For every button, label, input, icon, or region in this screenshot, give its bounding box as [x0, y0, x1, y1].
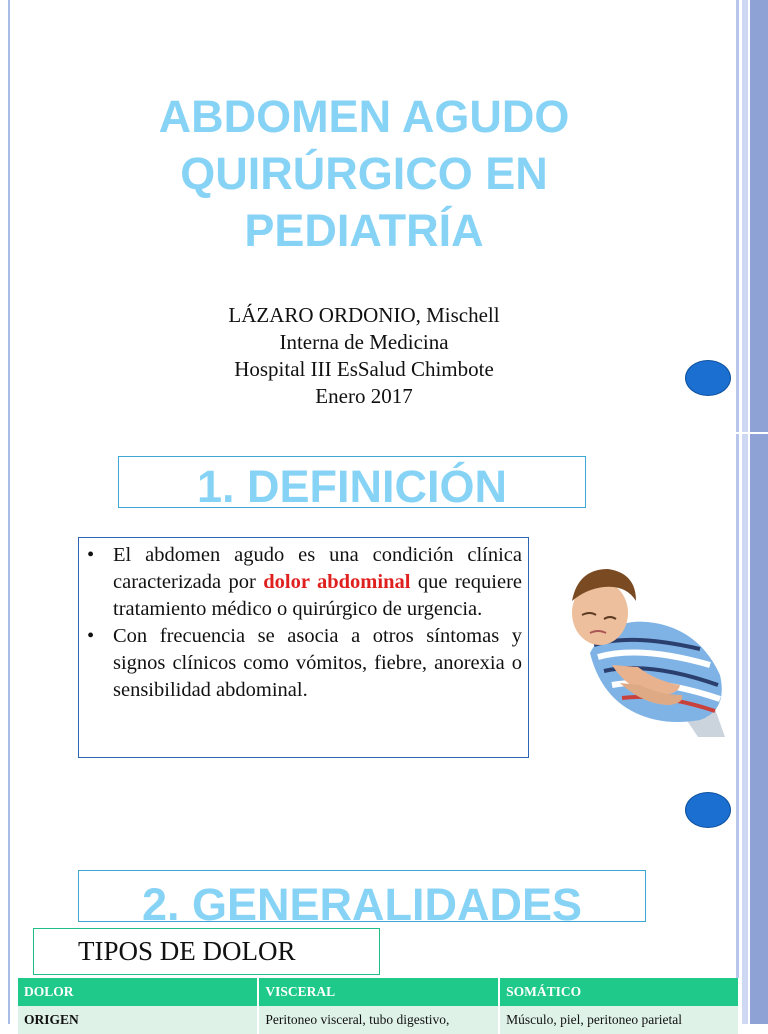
bullet-text: Con frecuencia se asocia a otros síntomas y signos clínicos como vómitos, fiebre, anorexia o sensibilidad abdominal.: [113, 625, 522, 701]
list-item: [83, 623, 522, 704]
presentation-title: [90, 88, 638, 259]
bullet-text: que requiere tratamiento médico o quirúrgico de urgencia.: [113, 571, 522, 620]
author-role: Interna de Medicina: [279, 330, 449, 354]
child-abdominal-pain-image: [560, 545, 740, 745]
table-header-row: [18, 978, 739, 1006]
bullet-text: El abdomen agudo es una condición clínica caracterizada por: [113, 544, 522, 593]
column-header: SOMÁTICO: [499, 978, 739, 1006]
title-line: ABDOMEN AGUDO: [158, 91, 570, 142]
right-border-strip: [750, 0, 768, 1024]
list-item: [83, 542, 522, 623]
section-heading-box: [78, 870, 646, 922]
table-cell: Peritoneo visceral, tubo digestivo,: [258, 1006, 499, 1034]
title-line: PEDIATRÍA: [244, 205, 484, 256]
subheading: TIPOS DE DOLOR: [78, 936, 296, 966]
section-heading-box: [118, 456, 586, 508]
table-row: [18, 1006, 739, 1034]
title-line: QUIRÚRGICO EN: [180, 148, 548, 199]
right-border-strip: [736, 0, 739, 1024]
slide-marker-dot: [685, 792, 731, 828]
column-header: VISCERAL: [258, 978, 499, 1006]
table-cell: ORIGEN: [18, 1006, 258, 1034]
author-hospital: Hospital III EsSalud Chimbote: [234, 357, 494, 381]
bullet-icon: •: [87, 544, 95, 566]
subheading-box: [33, 928, 380, 975]
author-name: LÁZARO ORDONIO, Mischell: [228, 303, 500, 327]
highlighted-term: dolor abdominal: [263, 571, 411, 593]
author-date: Enero 2017: [315, 384, 413, 408]
left-border-line: [8, 0, 10, 1024]
slide-marker-dot: [685, 360, 731, 396]
author-block: [150, 302, 578, 410]
column-header: DOLOR: [18, 978, 258, 1006]
right-border-strip: [742, 0, 748, 1024]
table-cell: Músculo, piel, peritoneo parietal: [499, 1006, 739, 1034]
bullet-icon: •: [87, 625, 95, 647]
pain-types-table: [18, 978, 740, 1034]
section-heading: 2. GENERALIDADES: [141, 879, 583, 922]
section-heading: 1. DEFINICIÓN: [196, 461, 508, 508]
slide-separator: [736, 432, 768, 434]
definition-box: [78, 537, 529, 758]
